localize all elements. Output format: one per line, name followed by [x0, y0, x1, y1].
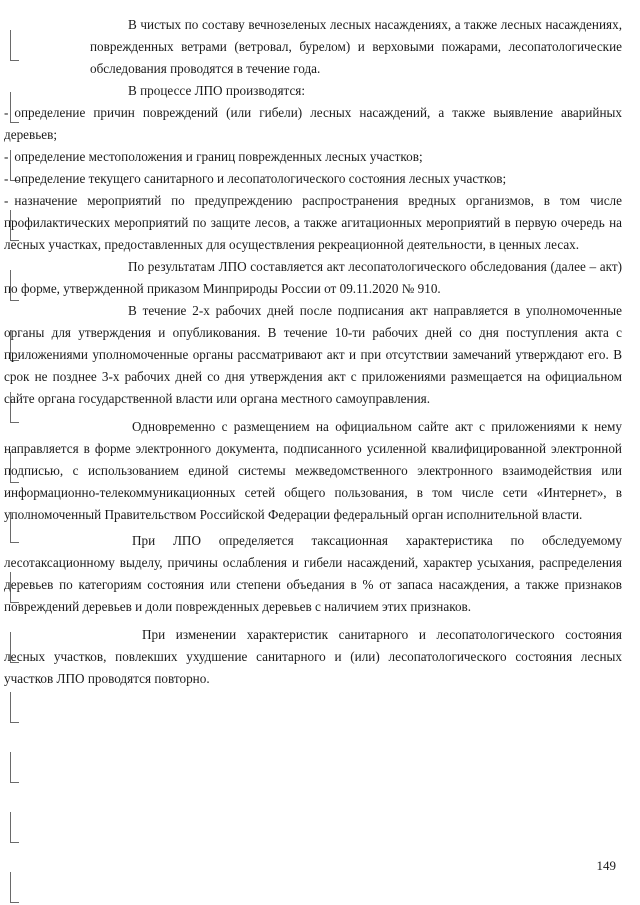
list-item: [4, 190, 622, 256]
paragraph-repeat-lpo: При изменении характеристик санитарного и лесопатологического состояния лесных участков, повлекших ухудшение санитарного и (или) лесопатологического состояния лесных участков ЛПО проводятся повторно.: [4, 627, 622, 686]
list-item-text: назначение мероприятий по предупреждению распространения вредных организмов, в том числе профилактических мероприятий по защите лесов, а также агитационных мероприятий в первую очередь на лесных участках, предоставленных для осуществления рекреационной деятельности, в ценных лесах.: [4, 193, 622, 252]
list-item-text: определение местоположения и границ поврежденных лесных участков;: [14, 149, 423, 164]
list-item: [4, 146, 622, 168]
list-item: [4, 102, 622, 146]
paragraph-act-submission: Одновременно с размещением на официальном сайте акт с приложениями к нему направляется в форме электронного документа, подписанного усиленной квалифицированной электронной подписью, с использованием единой системы межведомственного электронного взаимодействия или информационно-телекоммуникационных сетей общего пользования, в том числе сети «Интернет», в уполномоченный Правительством Российской Федерации федеральный орган исполнительной власти.: [4, 419, 622, 522]
list-item-text: определение причин повреждений (или гибели) лесных насаждений, а также выявление аварийных деревьев;: [4, 105, 622, 142]
paragraph-lpo-characteristics: При ЛПО определяется таксационная характеристика по обследуемому лесотаксационному выделу, причины ослабления и гибели насаждений, характер усыхания, распределения деревьев по категориям состояния или степени объедания в % от запаса насаждения, а также признаков повреждений деревьев и доли поврежденных деревьев с наличием этих признаков.: [4, 533, 622, 614]
binding-mark: [10, 692, 19, 723]
list-item: [4, 168, 622, 190]
binding-mark: [10, 872, 19, 903]
page-number: 149: [596, 858, 616, 873]
list-bullet: -: [4, 149, 9, 164]
document-page: [4, 12, 622, 690]
lpo-tasks-list: [4, 102, 622, 256]
list-item-text: определение текущего санитарного и лесопатологического состояния лесных участков;: [14, 171, 507, 186]
list-bullet: -: [4, 105, 9, 120]
paragraph-seasonal-surveys: В чистых по составу вечнозеленых лесных насаждениях, а также лесных насаждениях, поврежденных ветрами (ветровал, бурелом) и верховыми пожарами, лесопатологические обследования проводятся в течение года.: [90, 17, 622, 76]
list-bullet: -: [4, 171, 9, 186]
binding-mark: [10, 752, 19, 783]
paragraph-lpo-intro: В процессе ЛПО производятся:: [128, 83, 306, 98]
binding-mark: [10, 30, 19, 61]
paragraph-act-approval: В течение 2-х рабочих дней после подписания акт направляется в уполномоченные органы для утверждения и опубликования. В течение 10-ти рабочих дней со дня поступления акта с приложениями уполномоченные органы рассматривают акт и при отсутствии замечаний утверждают его. В срок не позднее 3-х рабочих дней со дня утверждения акт с приложениями размещается на официальном сайте органа государственной власти или органа местного самоуправления.: [4, 303, 622, 406]
list-bullet: -: [4, 193, 9, 208]
binding-mark: [10, 812, 19, 843]
paragraph-act-form: По результатам ЛПО составляется акт лесопатологического обследования (далее – акт) по форме, утвержденной приказом Минприроды России от 09.11.2020 № 910.: [4, 259, 622, 296]
